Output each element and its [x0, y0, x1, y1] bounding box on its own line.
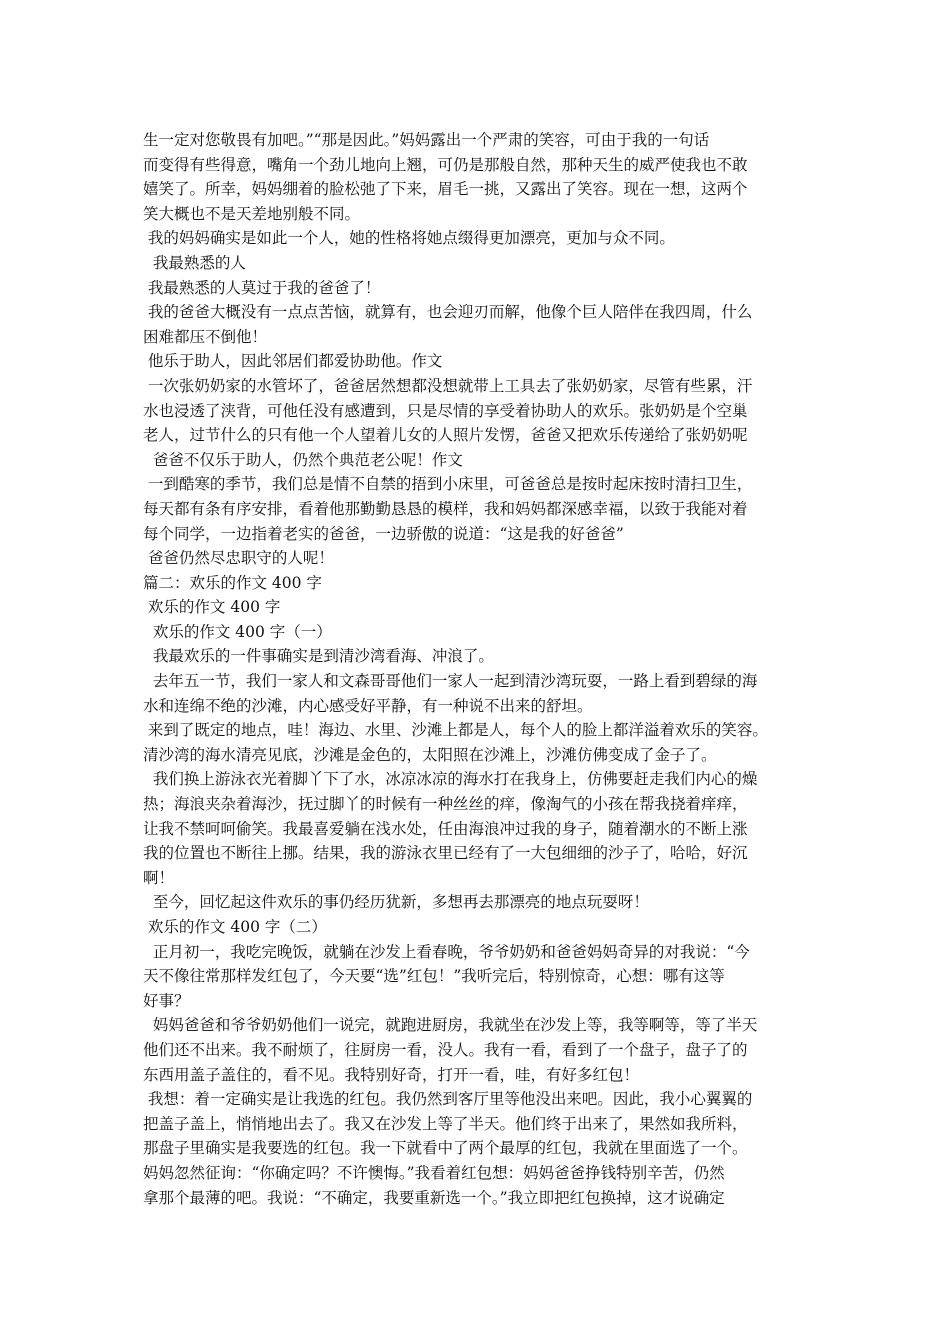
- section-heading: 欢乐的作文 400 字: [143, 598, 281, 617]
- text-line: 我的位置也不断往上挪。结果，我的游泳衣里已经有了一大包细细的沙子了，哈哈，好沉: [143, 844, 748, 863]
- text-line: 他们还不出来。我不耐烦了，往厨房一看，没人。我有一看，看到了一个盘子，盘子了的: [143, 1040, 748, 1059]
- document-body: [143, 128, 823, 1210]
- text-line: 嬉笑了。所幸，妈妈绷着的脸松弛了下来，眉毛一挑，又露出了笑容。现在一想，这两个: [143, 180, 748, 199]
- text-line: 每个同学，一边指着老实的爸爸，一边骄傲的说道：“这是我的好爸爸”: [143, 524, 624, 543]
- text-line: 我最欢乐的一件事确实是到清沙湾看海、冲浪了。: [143, 647, 494, 666]
- text-line: 而变得有些得意，嘴角一个劲儿地向上翘，可仍是那般自然，那种天生的威严使我也不敢: [143, 155, 748, 174]
- text-line: 妈妈爸爸和爷爷奶奶他们一说完，就跑进厨房，我就坐在沙发上等，我等啊等，等了半天: [143, 1016, 758, 1035]
- text-line: 爸爸不仅乐于助人，仍然个典范老公呢！作文: [143, 450, 463, 469]
- text-line: 来到了既定的地点，哇！海边、水里、沙滩上都是人，每个人的脸上都洋溢着欢乐的笑容。: [143, 721, 768, 740]
- text-line: 让我不禁呵呵偷笑。我最喜爱躺在浅水处，任由海浪冲过我的身子，随着潮水的不断上涨: [143, 819, 748, 838]
- text-line: 我的妈妈确实是如此一个人，她的性格将她点缀得更加漂亮，更加与众不同。: [143, 229, 675, 248]
- text-line: 老人，过节什么的只有他一个人望着儿女的人照片发愣，爸爸又把欢乐传递给了张奶奶呢: [143, 426, 748, 445]
- text-line: 水和连绵不绝的沙滩，内心感受好平静，有一种说不出来的舒坦。: [143, 696, 593, 715]
- text-line: 天不像往常那样发红包了，今天要“选”红包！”我听完后，特别惊奇，心想：哪有这等: [143, 967, 725, 986]
- text-line: 那盘子里确实是我要选的红包。我一下就看中了两个最厚的红包，我就在里面选了一个。: [143, 1139, 748, 1158]
- text-line: 他乐于助人，因此邻居们都爱协助他。作文: [143, 352, 443, 371]
- text-line: 困难都压不倒他！: [143, 327, 268, 346]
- text-line: 笑大概也不是天差地别般不同。: [143, 204, 361, 223]
- text-line: 我的爸爸大概没有一点点苦恼，就算有，也会迎刃而解，他像个巨人陪伴在我四周，什么: [143, 303, 753, 322]
- section-heading: 欢乐的作文 400 字（二）: [143, 918, 327, 936]
- text-line: 至今，回忆起这件欢乐的事仍经历犹新，多想再去那漂亮的地点玩耍呀！: [143, 893, 649, 912]
- text-line: 把盖子盖上，悄悄地出去了。我又在沙发上等了半天。他们终于出来了，果然如我所料，: [143, 1114, 748, 1133]
- text-line: 清沙湾的海水清亮见底，沙滩是金色的，太阳照在沙滩上，沙滩仿佛变成了金子了。: [143, 745, 717, 764]
- text-line: 一到酷寒的季节，我们总是情不自禁的捂到小床里，可爸爸总是按时起床按时清扫卫生，: [143, 475, 753, 494]
- text-line: 每天都有条有序安排，看着他那勤勤恳恳的模样，我和妈妈都深感幸福，以致于我能对着: [143, 499, 748, 518]
- text-line: 正月初一，我吃完晚饭，就躺在沙发上看春晚，爷爷奶奶和爸爸妈妈奇异的对我说：“今: [143, 942, 750, 961]
- text-line: 去年五一节，我们一家人和文森哥哥他们一家人一起到清沙湾玩耍，一路上看到碧绿的海: [143, 672, 758, 691]
- text-line: 我们换上游泳衣光着脚丫下了水，冰凉冰凉的海水打在我身上，仿佛要赶走我们内心的燥: [143, 770, 758, 789]
- text-line: 啊！: [143, 868, 175, 887]
- section-heading: 我最熟悉的人: [143, 253, 246, 272]
- text-line: 热；海浪夹杂着海沙，抚过脚丫的时候有一种丝丝的痒，像淘气的小孩在帮我挠着痒痒，: [143, 795, 748, 814]
- text-line: 拿那个最薄的吧。我说：“不确定，我要重新选一个。”我立即把红包换掉，这才说确定: [143, 1188, 725, 1207]
- section-heading: 欢乐的作文 400 字（一）: [143, 622, 332, 641]
- text-line: 我最熟悉的人莫过于我的爸爸了！: [143, 278, 381, 297]
- text-line: 东西用盖子盖住的，看不见。我特别好奇，打开一看，哇，有好多红包！: [143, 1065, 640, 1084]
- text-line: 好事？: [143, 991, 190, 1010]
- text-line: 水也浸透了浃背，可他任没有感遭到，只是尽情的享受着协助人的欢乐。张奶奶是个空巢: [143, 401, 748, 420]
- text-line: 爸爸仍然尽忠职守的人呢！: [143, 549, 334, 568]
- text-line: 我想：着一定确实是让我选的红包。我仍然到客厅里等他没出来吧。因此，我小心翼翼的: [143, 1090, 753, 1109]
- text-line: 生一定对您敬畏有加吧。”“那是因此。”妈妈露出一个严肃的笑容，可由于我的一句话: [143, 131, 710, 149]
- section-heading: 篇二：欢乐的作文 400 字: [143, 573, 322, 592]
- text-line: 妈妈忽然征询：“你确定吗？不许懊悔。”我看着红包想：妈妈爸爸挣钱特别辛苦，仍然: [143, 1163, 725, 1182]
- text-line: 一次张奶奶家的水管坏了，爸爸居然想都没想就带上工具去了张奶奶家，尽管有些累，汗: [143, 376, 753, 395]
